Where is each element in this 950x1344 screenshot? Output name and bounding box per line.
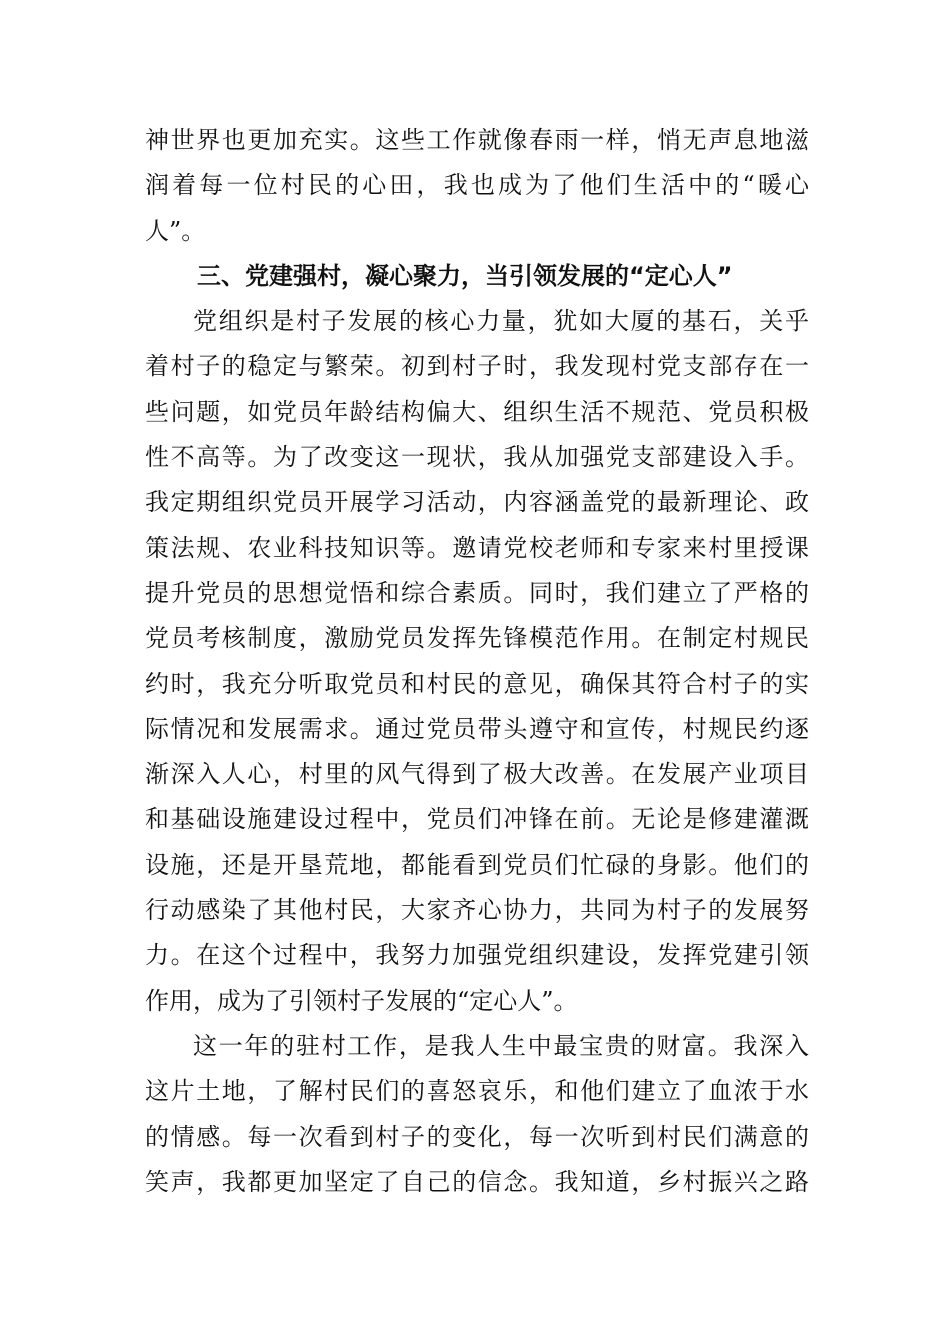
paragraph-first-line: 党组织是村子发展的核心力量，犹如大厦的基石，关乎: [193, 307, 809, 336]
text-line: 人”。: [145, 216, 206, 245]
text-line: 约时，我充分听取党员和村民的意见，确保其符合村子的实: [145, 669, 809, 698]
text-line: 策法规、农业科技知识等。邀请党校老师和专家来村里授课: [145, 533, 809, 562]
paragraph-first-line: 这一年的驻村工作，是我人生中最宝贵的财富。我深入: [193, 1031, 809, 1060]
text-line: 作用，成为了引领村子发展的“定心人”。: [145, 986, 578, 1015]
text-line: 这片土地，了解村民们的喜怒哀乐，和他们建立了血浓于水: [145, 1077, 809, 1106]
text-line: 润着每一位村民的心田，我也成为了他们生活中的“暖心: [145, 171, 809, 200]
text-line: 我定期组织党员开展学习活动，内容涵盖党的最新理论、政: [145, 488, 809, 517]
text-line: 际情况和发展需求。通过党员带头遵守和宣传，村规民约逐: [145, 714, 809, 743]
text-line: 笑声，我都更加坚定了自己的信念。我知道，乡村振兴之路: [145, 1167, 809, 1196]
text-line: 力。在这个过程中，我努力加强党组织建设，发挥党建引领: [145, 941, 809, 970]
text-line: 渐深入人心，村里的风气得到了极大改善。在发展产业项目: [145, 760, 809, 789]
text-line: 党员考核制度，激励党员发挥先锋模范作用。在制定村规民: [145, 624, 809, 653]
document-page: [145, 118, 809, 1205]
text-line: 的情感。每一次看到村子的变化，每一次听到村民们满意的: [145, 1122, 809, 1151]
section-heading: 三、党建强村，凝心聚力，当引领发展的“定心人”: [197, 261, 733, 290]
text-line: 些问题，如党员年龄结构偏大、组织生活不规范、党员积极: [145, 397, 809, 426]
text-line: 行动感染了其他村民，大家齐心协力，共同为村子的发展努: [145, 896, 809, 925]
text-line: 和基础设施建设过程中，党员们冲锋在前。无论是修建灌溉: [145, 805, 809, 834]
text-line: 提升党员的思想觉悟和综合素质。同时，我们建立了严格的: [145, 578, 809, 607]
text-line: 设施，还是开垦荒地，都能看到党员们忙碌的身影。他们的: [145, 850, 809, 879]
text-line: 性不高等。为了改变这一现状，我从加强党支部建设入手。: [145, 443, 809, 472]
text-line: 神世界也更加充实。这些工作就像春雨一样，悄无声息地滋: [145, 126, 809, 154]
text-line: 着村子的稳定与繁荣。初到村子时，我发现村党支部存在一: [145, 352, 809, 381]
